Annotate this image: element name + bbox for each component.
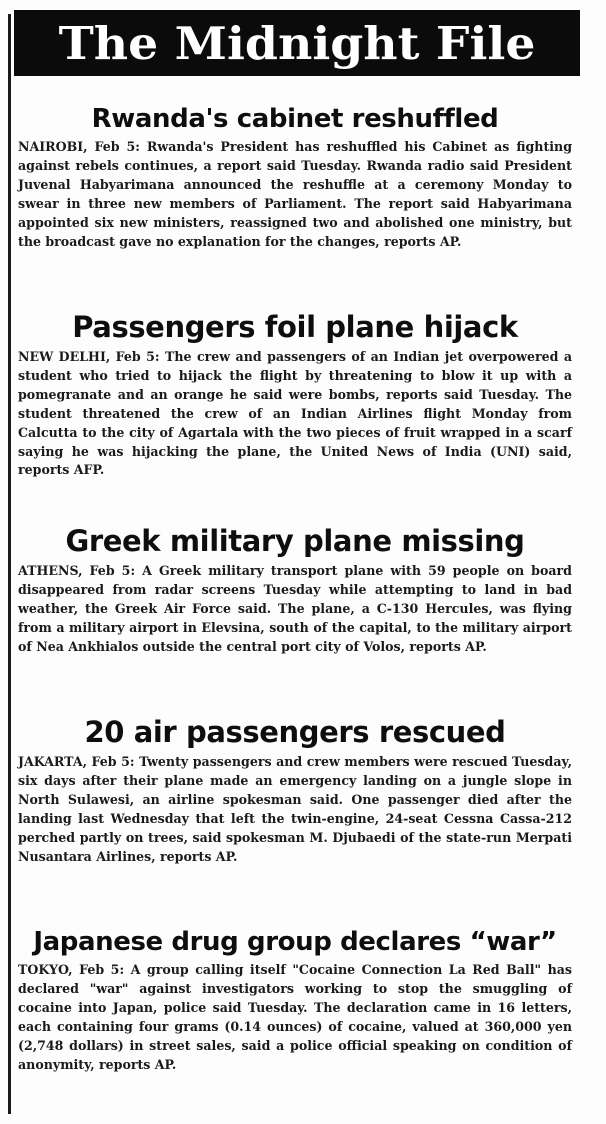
story-dateline: TOKYO, Feb 5: bbox=[18, 962, 125, 977]
masthead-title: The Midnight File bbox=[58, 16, 536, 70]
story-body-paragraph bbox=[18, 562, 572, 657]
story-headline: 20 air passengers rescued bbox=[84, 715, 506, 749]
story-dateline: JAKARTA, Feb 5: bbox=[18, 754, 135, 769]
news-story bbox=[18, 929, 572, 1074]
news-story bbox=[18, 106, 572, 251]
story-headline: Passengers foil plane hijack bbox=[72, 310, 518, 344]
news-story bbox=[18, 524, 572, 657]
story-dateline: NAIROBI, Feb 5: bbox=[18, 139, 140, 154]
story-body: A group calling itself "Cocaine Connection La Red Ball" has declared "war" against investigators working to stop the smuggling of cocaine into Japan, police said Tuesday. The declaration came in 16 letters, each containing four grams (0.14 ounces) of cocaine, valued at 360,000 yen (2,748 dollars) in street sales, said a police official speaking on condition of anonymity, reports AP. bbox=[18, 962, 572, 1072]
story-headline: Japanese drug group declares “war” bbox=[33, 927, 557, 957]
story-headline: Rwanda's cabinet reshuffled bbox=[91, 104, 499, 134]
story-headline: Greek military plane missing bbox=[65, 524, 525, 558]
story-dateline: ATHENS, Feb 5: bbox=[18, 563, 136, 578]
story-body: A Greek military transport plane with 59 people on board disappeared from radar screens Tuesday while attempting to land in bad weather, the Greek Air Force said. The plane, a C-130 Hercules, was flying from a military airport in Elevsina, south of the capital, to the military airport of Nea Ankhialos outside the central port city of Volos, reports AP. bbox=[18, 563, 572, 654]
story-body: Twenty passengers and crew members were rescued Tuesday, six days after their plane made an emergency landing on a jungle slope in North Sulawesi, an airline spokesman said. One passenger died after the landing last Wednesday that left the twin-engine, 24-seat Cessna Cassa-212 perched partly on trees, said spokesman M. Djubaedi of the state-run Merpati Nusantara Airlines, reports AP. bbox=[18, 754, 572, 864]
column-rule bbox=[8, 14, 11, 1114]
news-story bbox=[18, 310, 572, 480]
story-body-paragraph bbox=[18, 138, 572, 251]
story-body: Rwanda's President has reshuffled his Cabinet as fighting against rebels continues, a report said Tuesday. Rwanda radio said President Juvenal Habyarimana announced the reshuffle at a ceremony Monday to swear in three new members of Parliament. The report said Habyarimana appointed six new ministers, reassigned two and abolished one ministry, but the broadcast gave no explanation for the changes, reports AP. bbox=[18, 139, 573, 249]
story-body-paragraph bbox=[18, 753, 572, 866]
story-dateline: NEW DELHI, Feb 5: bbox=[18, 349, 160, 364]
masthead-banner bbox=[14, 10, 580, 76]
news-story bbox=[18, 715, 572, 866]
story-body: The crew and passengers of an Indian jet overpowered a student who tried to hijack the flight by threatening to blow it up with a pomegranate and an orange he said were bombs, reports said Tuesday. The student threatened the crew of an Indian Airlines flight Monday from Calcutta to the city of Agartala with the two pieces of fruit wrapped in a scarf saying he was hijacking the plane, the United News of India (UNI) said, reports AFP. bbox=[18, 349, 572, 478]
story-body-paragraph bbox=[18, 348, 572, 480]
story-body-paragraph bbox=[18, 961, 572, 1074]
